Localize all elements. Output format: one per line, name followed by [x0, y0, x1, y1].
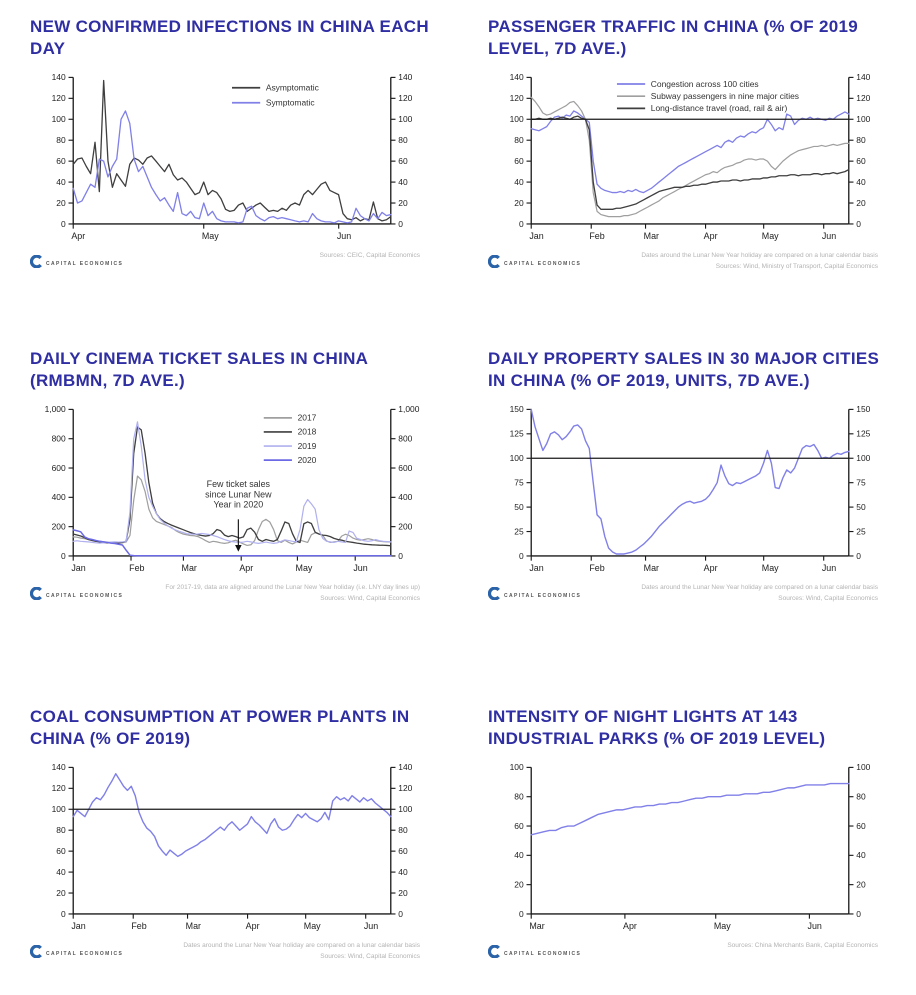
chart-footnote	[320, 251, 434, 261]
capital-economics-logo	[30, 941, 123, 963]
svg-text:Mar: Mar	[185, 920, 202, 931]
svg-text:Mar: Mar	[181, 562, 197, 573]
footnote-line: Dates around the Lunar New Year holiday are compared on a lunar calendar basis	[641, 252, 878, 260]
svg-text:Year in 2020: Year in 2020	[213, 499, 264, 510]
panel-footer	[488, 941, 892, 963]
svg-text:140: 140	[398, 71, 413, 82]
svg-text:20: 20	[56, 887, 66, 898]
svg-text:100: 100	[398, 113, 413, 124]
svg-text:Few ticket sales: Few ticket sales	[206, 478, 271, 489]
svg-text:80: 80	[56, 134, 66, 145]
chart-svg	[30, 758, 434, 946]
logo-text: CAPITAL ECONOMICS	[46, 951, 124, 958]
chart-footnote	[727, 941, 892, 951]
svg-text:2018: 2018	[297, 426, 317, 437]
capital-economics-logo	[488, 251, 581, 273]
svg-text:40: 40	[856, 849, 866, 860]
svg-text:0: 0	[856, 550, 862, 561]
svg-text:Mar: Mar	[529, 920, 545, 931]
svg-text:Jun: Jun	[353, 562, 368, 573]
svg-text:60: 60	[56, 845, 66, 856]
svg-text:20: 20	[398, 197, 408, 208]
chart-svg	[488, 758, 892, 946]
svg-text:Jan: Jan	[529, 562, 544, 573]
svg-text:Long-distance travel (road, ra: Long-distance travel (road, rail & air)	[650, 102, 788, 113]
svg-text:0: 0	[398, 550, 404, 561]
capital-economics-logo	[30, 251, 123, 273]
svg-text:600: 600	[51, 462, 66, 473]
svg-text:Jun: Jun	[821, 562, 837, 573]
svg-text:100: 100	[856, 113, 871, 124]
svg-text:200: 200	[51, 520, 66, 531]
svg-text:120: 120	[51, 92, 66, 103]
svg-text:Jun: Jun	[807, 920, 822, 931]
svg-text:140: 140	[398, 761, 413, 772]
svg-text:100: 100	[856, 761, 871, 772]
chart-title: NEW CONFIRMED INFECTIONS IN CHINA EACH DAY	[30, 17, 429, 58]
footnote-line: Dates around the Lunar New Year holiday are compared on a lunar calendar basis	[641, 584, 878, 592]
svg-text:60: 60	[856, 820, 866, 831]
svg-text:Jan: Jan	[71, 920, 86, 931]
logo-text: CAPITAL ECONOMICS	[46, 261, 124, 268]
svg-text:Congestion across 100 cities: Congestion across 100 cities	[650, 78, 759, 89]
svg-text:Apr: Apr	[71, 230, 86, 241]
chart-footnote	[641, 583, 892, 604]
svg-text:May: May	[303, 920, 321, 931]
capital-economics-logo-icon	[30, 255, 43, 273]
capital-economics-logo	[30, 583, 123, 605]
svg-text:75: 75	[856, 476, 866, 487]
svg-text:125: 125	[509, 428, 524, 439]
svg-text:60: 60	[56, 155, 66, 166]
svg-text:Apr: Apr	[245, 920, 260, 931]
chart-svg	[30, 400, 434, 588]
svg-text:25: 25	[514, 525, 524, 536]
svg-text:Jun: Jun	[336, 230, 352, 241]
svg-text:600: 600	[398, 462, 413, 473]
svg-text:800: 800	[51, 433, 66, 444]
svg-text:100: 100	[856, 452, 871, 463]
svg-text:140: 140	[51, 761, 66, 772]
svg-text:Mar: Mar	[643, 230, 660, 241]
svg-text:120: 120	[51, 782, 66, 793]
svg-text:Jun: Jun	[363, 920, 379, 931]
panel-footer	[30, 941, 434, 963]
svg-text:80: 80	[398, 134, 408, 145]
svg-text:0: 0	[60, 908, 66, 919]
capital-economics-logo-icon	[30, 945, 43, 963]
svg-text:Symptomatic: Symptomatic	[265, 97, 315, 108]
svg-text:20: 20	[398, 887, 408, 898]
footnote-line: Sources: Wind, Ministry of Transport, Capital Economics	[715, 262, 878, 270]
footnote-line: For 2017-19, data are aligned around the Lunar New Year holiday (i.e. LNY day lines up)	[165, 584, 420, 592]
panel-coal-consumption	[0, 690, 458, 995]
svg-text:20: 20	[514, 197, 524, 208]
svg-text:20: 20	[56, 197, 66, 208]
svg-text:80: 80	[856, 134, 866, 145]
panel-cinema-ticket-sales	[0, 332, 458, 690]
svg-text:2017: 2017	[297, 412, 317, 423]
svg-text:Apr: Apr	[623, 920, 637, 931]
capital-economics-logo-icon	[488, 255, 501, 273]
svg-text:60: 60	[398, 155, 408, 166]
logo-text: CAPITAL ECONOMICS	[504, 593, 582, 600]
svg-text:200: 200	[398, 520, 413, 531]
svg-text:40: 40	[514, 849, 524, 860]
logo-text: CAPITAL ECONOMICS	[46, 593, 124, 600]
footnote-line: Dates around the Lunar New Year holiday are compared on a lunar calendar basis	[183, 942, 420, 950]
svg-text:100: 100	[509, 113, 524, 124]
svg-text:May: May	[295, 562, 313, 573]
property-sales-chart-canvas	[488, 400, 892, 588]
chart-svg	[488, 68, 892, 256]
svg-text:50: 50	[856, 501, 866, 512]
svg-text:Jun: Jun	[821, 230, 837, 241]
cinema-sales-chart-canvas	[30, 400, 434, 588]
panel-passenger-traffic	[458, 0, 916, 332]
svg-text:Apr: Apr	[239, 562, 254, 573]
svg-text:1,000: 1,000	[44, 403, 66, 414]
svg-text:150: 150	[509, 403, 524, 414]
svg-text:140: 140	[509, 71, 524, 82]
svg-text:Mar: Mar	[643, 562, 660, 573]
svg-text:40: 40	[56, 866, 66, 877]
chart-title: COAL CONSUMPTION AT POWER PLANTS IN CHINA (% OF 2019)	[30, 707, 410, 748]
svg-text:40: 40	[398, 176, 408, 187]
chart-footnote	[641, 251, 892, 272]
svg-text:May: May	[201, 230, 219, 241]
svg-text:Asymptomatic: Asymptomatic	[265, 82, 319, 93]
svg-text:50: 50	[514, 501, 524, 512]
svg-text:20: 20	[856, 197, 866, 208]
panel-footer	[488, 583, 892, 605]
svg-text:80: 80	[398, 824, 408, 835]
svg-text:120: 120	[398, 782, 413, 793]
svg-text:80: 80	[856, 791, 866, 802]
svg-text:120: 120	[856, 92, 871, 103]
svg-text:May: May	[761, 230, 779, 241]
svg-text:Subway passengers in nine majo: Subway passengers in nine major cities	[650, 90, 799, 101]
svg-text:80: 80	[514, 791, 524, 802]
svg-text:2019: 2019	[297, 440, 317, 451]
footnote-line: Sources: Wind, Capital Economics	[320, 594, 420, 602]
svg-text:80: 80	[514, 134, 524, 145]
svg-text:20: 20	[514, 878, 524, 889]
chart-title: DAILY PROPERTY SALES IN 30 MAJOR CITIES IN CHINA (% OF 2019, UNITS, 7D AVE.)	[488, 349, 880, 390]
svg-text:60: 60	[514, 155, 524, 166]
capital-economics-logo-icon	[30, 587, 43, 605]
svg-text:120: 120	[398, 92, 413, 103]
svg-text:800: 800	[398, 433, 413, 444]
svg-text:2020: 2020	[297, 454, 317, 465]
panel-footer	[30, 251, 434, 273]
passenger-traffic-chart-canvas	[488, 68, 892, 256]
svg-text:0: 0	[856, 908, 862, 919]
capital-economics-logo-icon	[488, 945, 501, 963]
footnote-line: Sources: CEIC, Capital Economics	[319, 252, 420, 260]
chart-footnote	[183, 941, 434, 962]
capital-economics-logo-icon	[488, 587, 501, 605]
logo-text: CAPITAL ECONOMICS	[504, 261, 582, 268]
svg-text:140: 140	[856, 71, 871, 82]
capital-economics-logo	[488, 583, 581, 605]
svg-text:0: 0	[398, 218, 404, 229]
footnote-line: Sources: Wind, Capital Economics	[778, 594, 878, 602]
chart-title: PASSENGER TRAFFIC IN CHINA (% OF 2019 LEVEL, 7D AVE.)	[488, 17, 859, 58]
svg-text:60: 60	[514, 820, 524, 831]
svg-text:400: 400	[51, 491, 66, 502]
svg-text:0: 0	[518, 550, 524, 561]
capital-economics-logo	[488, 941, 581, 963]
svg-text:0: 0	[60, 218, 66, 229]
svg-text:150: 150	[856, 403, 871, 414]
svg-text:140: 140	[51, 71, 66, 82]
svg-text:0: 0	[398, 908, 404, 919]
svg-text:120: 120	[509, 92, 524, 103]
panel-night-lights	[458, 690, 916, 995]
svg-text:125: 125	[856, 428, 871, 439]
chart-svg	[30, 68, 434, 256]
svg-text:May: May	[713, 920, 731, 931]
panel-property-sales	[458, 332, 916, 690]
footnote-line: Sources: Wind, Capital Economics	[320, 952, 420, 960]
chart-svg	[488, 400, 892, 588]
svg-text:40: 40	[56, 176, 66, 187]
panel-new-infections	[0, 0, 458, 332]
footnote-line: Sources: China Merchants Bank, Capital Economics	[727, 942, 878, 950]
svg-text:May: May	[761, 562, 779, 573]
svg-text:400: 400	[398, 491, 413, 502]
svg-text:1,000: 1,000	[398, 403, 420, 414]
night-lights-chart-canvas	[488, 758, 892, 946]
svg-text:100: 100	[509, 761, 524, 772]
svg-text:0: 0	[856, 218, 862, 229]
svg-text:0: 0	[60, 550, 66, 561]
coal-consumption-chart-canvas	[30, 758, 434, 946]
svg-text:0: 0	[518, 908, 524, 919]
svg-text:Feb: Feb	[589, 230, 605, 241]
svg-text:Apr: Apr	[703, 230, 718, 241]
logo-text: CAPITAL ECONOMICS	[504, 951, 582, 958]
svg-text:40: 40	[514, 176, 524, 187]
svg-text:60: 60	[856, 155, 866, 166]
svg-text:40: 40	[856, 176, 866, 187]
svg-text:0: 0	[518, 218, 524, 229]
svg-text:20: 20	[856, 878, 866, 889]
svg-text:60: 60	[398, 845, 408, 856]
chart-title: INTENSITY OF NIGHT LIGHTS AT 143 INDUSTRIAL PARKS (% OF 2019 LEVEL)	[488, 707, 826, 748]
svg-text:100: 100	[398, 803, 413, 814]
svg-text:25: 25	[856, 525, 866, 536]
svg-text:Feb: Feb	[589, 562, 605, 573]
svg-text:75: 75	[514, 476, 524, 487]
svg-text:since Lunar New: since Lunar New	[205, 488, 272, 499]
svg-text:Jan: Jan	[529, 230, 544, 241]
svg-text:80: 80	[56, 824, 66, 835]
infections-chart-canvas	[30, 68, 434, 256]
svg-text:100: 100	[51, 803, 66, 814]
panel-footer	[30, 583, 434, 605]
svg-text:100: 100	[509, 452, 524, 463]
chart-title: DAILY CINEMA TICKET SALES IN CHINA (RMBMN, 7D AVE.)	[30, 349, 368, 390]
svg-text:Apr: Apr	[703, 562, 718, 573]
panel-footer	[488, 251, 892, 273]
svg-text:Feb: Feb	[131, 920, 147, 931]
svg-text:Jan: Jan	[71, 562, 86, 573]
chart-footnote	[165, 583, 434, 604]
svg-text:Feb: Feb	[129, 562, 145, 573]
svg-text:40: 40	[398, 866, 408, 877]
svg-text:100: 100	[51, 113, 66, 124]
